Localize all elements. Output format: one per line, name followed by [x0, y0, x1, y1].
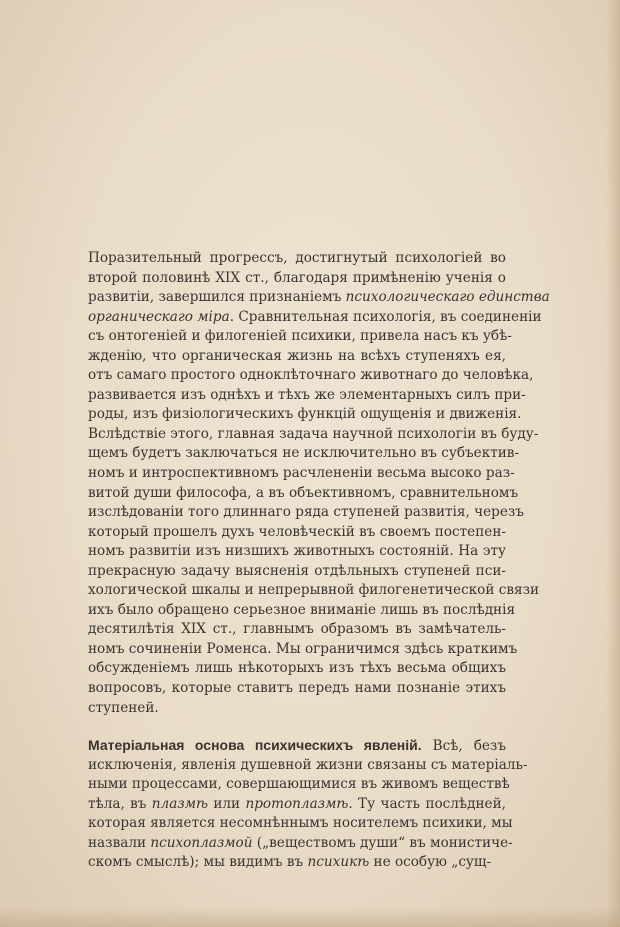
text-run: номъ развитiи изъ низшихъ животныхъ состоянiй. На эту: [88, 543, 506, 560]
italic-term: протоплазмѣ: [245, 795, 349, 812]
page-edge-shadow: [606, 0, 620, 927]
text-line: [88, 327, 512, 347]
text-line: [88, 386, 526, 406]
text-run: витой души философа, а въ объективномъ, сравнительномъ: [88, 484, 519, 501]
text-run: съ онтогенiей и филогенiей психики, привела насъ къ убѣ-: [88, 328, 512, 345]
text-run: который прошелъ духъ человѣческiй въ своемъ постепен-: [88, 523, 506, 540]
text-run: тѣла, въ: [88, 795, 152, 812]
italic-term: психикѣ: [307, 854, 370, 871]
text-run: щемъ будетъ заключаться не исключительно въ субъектив-: [88, 445, 520, 462]
text-line: [88, 795, 506, 815]
section-heading: Матерiальная основа психическихъ явленiй.: [88, 737, 422, 754]
text-line: [88, 523, 506, 543]
text-run: номъ сочиненiи Роменса. Мы ограничимся здѣсь краткимъ: [88, 640, 518, 657]
paragraph-material-basis: [88, 736, 528, 873]
text-run: которая является несомнѣннымъ носителемъ психики, мы: [88, 815, 513, 832]
text-line: [88, 562, 506, 582]
text-line: [88, 308, 542, 328]
text-line: [88, 444, 520, 464]
text-run: хологической шкалы и непрерывной филогенетической связи: [88, 582, 540, 599]
italic-term: плазмѣ: [151, 795, 208, 812]
text-run: прекрасную задачу выясненiя отдѣльныхъ ступеней пси-: [88, 562, 506, 579]
text-line: [88, 425, 539, 445]
text-run: номъ и интроспективномъ расчлененiи весьма высоко раз-: [88, 465, 515, 482]
text-run: жденiю, что органическая жизнь на всѣхъ ступеняхъ ея,: [88, 347, 506, 364]
text-run: назвали: [88, 834, 151, 851]
text-run: развитiи, завершился признанiемъ: [88, 289, 346, 306]
text-run: или: [207, 795, 246, 812]
text-run: роды, изъ физiологическихъ функцiй ощущенiя и движенiя.: [88, 406, 522, 423]
text-run: вопросовъ, которые ставитъ передъ нами познанiе этихъ: [88, 680, 506, 697]
text-run: не особую „сущ-: [369, 854, 492, 871]
paragraph-progress: [88, 249, 550, 718]
text-line: [88, 679, 506, 699]
text-line: [88, 756, 528, 776]
text-run: второй половинѣ XIX ст., благодаря примѣненiю ученiя о: [88, 269, 506, 286]
text-run: ными процессами, совершающимися въ живомъ веществѣ: [88, 776, 510, 793]
text-run: ступеней.: [88, 699, 159, 716]
text-line: [88, 405, 522, 425]
text-line: [88, 464, 515, 484]
text-run: Поразительный прогрессъ, достигнутый психологiей во: [88, 250, 506, 266]
italic-term: органическаго мiра: [88, 308, 230, 325]
text-line: [88, 659, 506, 679]
text-line: [88, 288, 550, 308]
text-run: Всѣ, безъ: [421, 738, 506, 755]
text-line: [88, 366, 534, 386]
text-line: [88, 834, 513, 854]
text-run: исключенiя, явленiя душевной жизни связаны съ матерiаль-: [88, 756, 528, 773]
text-line: [88, 249, 506, 269]
text-line: [88, 699, 506, 719]
text-line: [88, 347, 506, 367]
text-run: Вслѣдствiе этого, главная задача научной психологiи въ буду-: [88, 425, 539, 442]
text-line: [88, 269, 506, 289]
italic-term: психологическаго единства: [345, 289, 550, 306]
text-line: [88, 853, 506, 873]
text-run: . Сравнительная психологiя, въ соединенiи: [229, 308, 542, 325]
text-line: [88, 601, 516, 621]
text-run: изслѣдованiи того длиннаго ряда ступеней развитiя, черезъ: [88, 504, 524, 521]
text-line: [88, 775, 510, 795]
text-line: [88, 814, 513, 834]
text-run: развивается изъ однѣхъ и тѣхъ же элементарныхъ силъ при-: [88, 386, 526, 403]
text-line: [88, 736, 506, 756]
text-line: [88, 620, 506, 640]
text-run: скомъ смыслѣ); мы видимъ въ: [88, 854, 308, 871]
text-line: [88, 640, 518, 660]
text-line: [88, 484, 519, 504]
text-run: десятилѣтiя XIX ст., главнымъ образомъ въ замѣчатель-: [88, 621, 506, 638]
page-text-block: [88, 249, 550, 873]
text-line: [88, 581, 540, 601]
text-run: . Ту часть послѣдней,: [348, 795, 506, 812]
text-run: („веществомъ души“ въ монистиче-: [252, 834, 513, 851]
text-run: обсужденiемъ лишь нѣкоторыхъ изъ тѣхъ весьма общихъ: [88, 660, 506, 677]
text-line: [88, 542, 506, 562]
page-bottom-shadow: [0, 907, 620, 927]
italic-term: психоплазмой: [150, 834, 253, 851]
text-run: ихъ было обращено серьезное вниманiе лишь въ послѣднiя: [88, 601, 516, 618]
text-run: отъ самаго простого одноклѣточнаго животнаго до человѣка,: [88, 367, 534, 384]
text-line: [88, 503, 524, 523]
